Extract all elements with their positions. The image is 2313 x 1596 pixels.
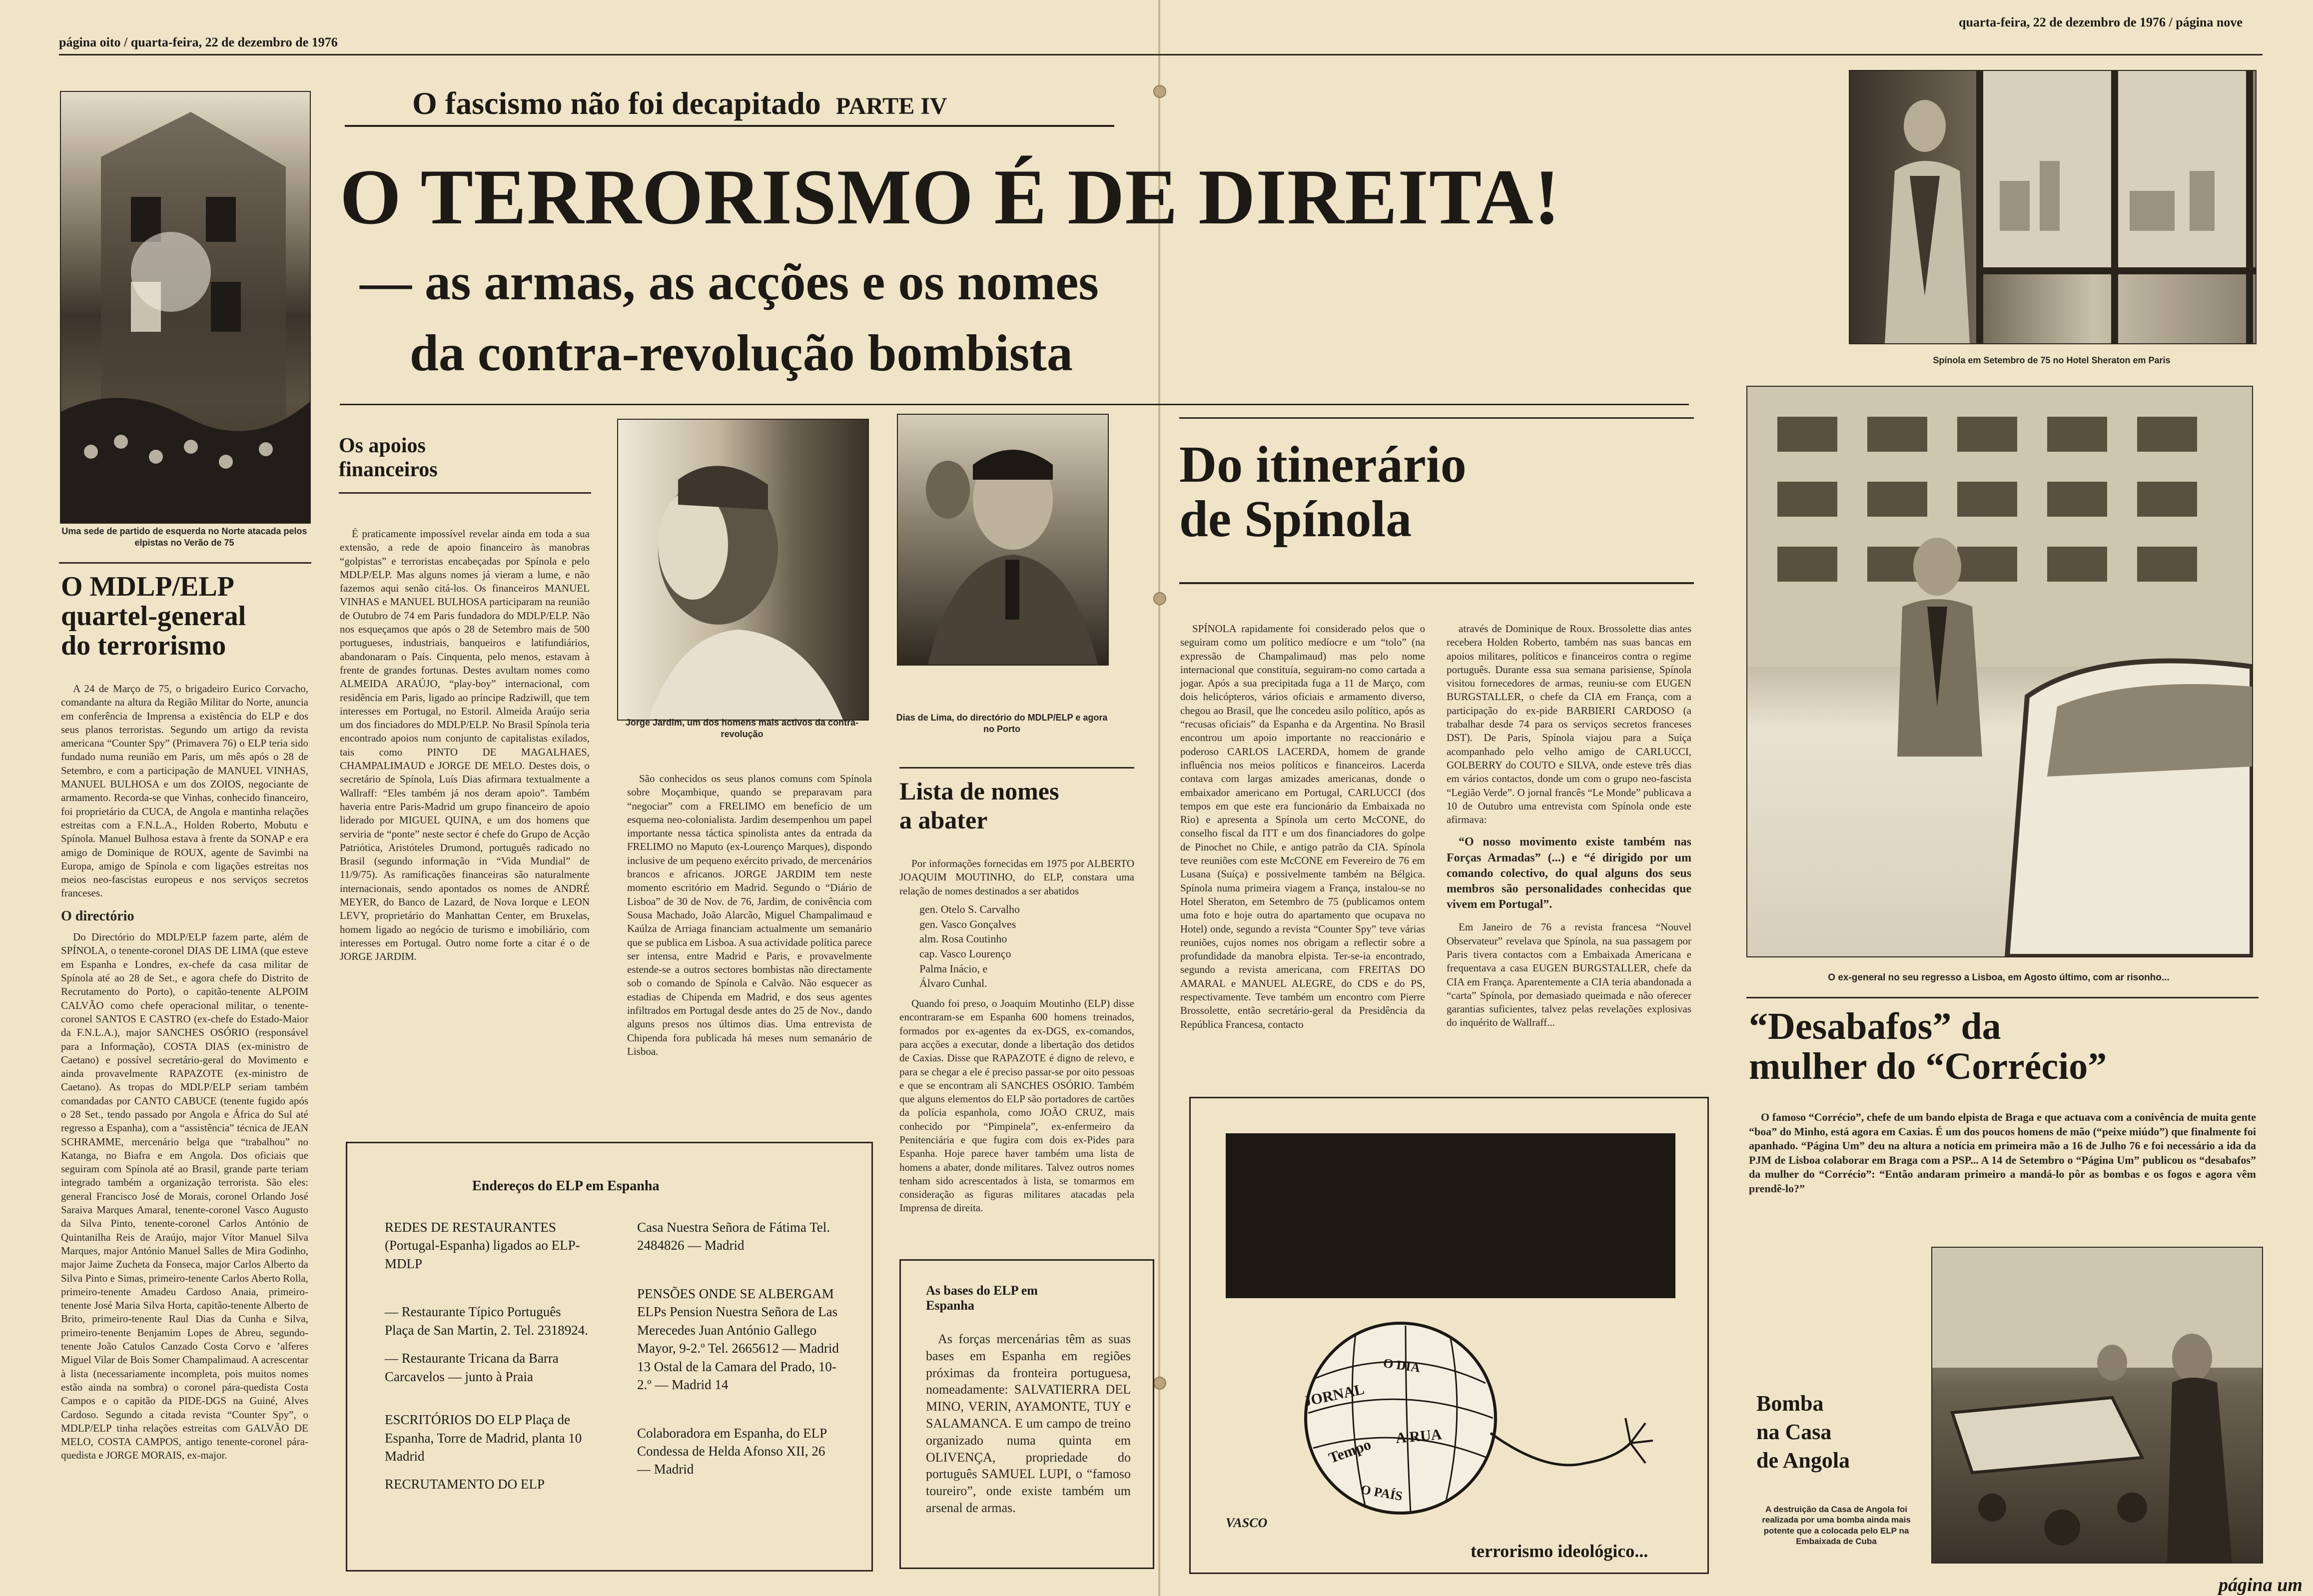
folio-bottom-right: página um [2219,1575,2303,1596]
address-entry: RECRUTAMENTO DO ELP [385,1477,545,1492]
photo-dias-de-lima [897,414,1109,666]
spinola-quote: “O nosso movimento existe também nas Forças Armadas” (...) e “é dirigido por um comando colectivo, do qual alguns dos seus membros são personalidades conhecidas que vivem em Portugal”. [1447,835,1691,911]
subheadline-1: — as armas, as acções e os nomes [360,253,1099,311]
itinerario-col2: através de Dominique de Roux. Brossolette dias antes recebera Holden Roberto, também nas suas bancas em apoios militares, políticos e financeiros contra o regime português. Durante essa sua semana parisiense, Spínola visitou fornecedores de armas, reuniu-se com EUGEN BURGSTALLER, o chefe da CIA em França, com a participação do ex-pide BARBIERI CARDOSO (a trabalhar desde 74 para os serviços secretos franceses DST). De Paris, Spínola viajou para a Suíça acompanhado pelo velho amigo de CARLUCCI, GOLBERRY do COUTO e SILVA, onde esteve três dias em vários contactos, donde um com o grupo neo-fascista “Legião Verde”. O jornal francês “Le Monde” publicava a 10 de Outubro uma entrevista com Spínola onde este afirmava: “O nosso movimento existe também nas Forças Armadas” (...) e “é dirigido por um comando colectivo, do qual alguns dos seus membros são personalidades conhecidas que vivem em Portugal”. Em Janeiro de 76 a revista francesa “Nouvel Observateur” revelava que Spínola, na sua passagem por Paris tivera contactos com a Embaixada Americana e frequentava a casa EUGEN BURGSTALLER, chefe da CIA em França. Aparentemente a CIA teria abandonada a “carta” Spínola, por demasiado queimada e não oferecer garantias suficientes, talvez pelas revelações explosivas do inquérito de Wallraff... [1447,623,1691,1029]
itinerario-title: Do itinerário de Spínola [1179,436,1467,548]
folio-right: quarta-feira, 22 de dezembro de 1976 / página nove [1959,15,2243,29]
rule [1179,582,1694,584]
photo-spinola-hotel [1849,70,2257,344]
caption-casa-angola: A destruição da Casa de Angola foi realizada por uma bomba ainda mais potente que a colocada pelo ELP na Embaixada de Cuba [1762,1505,1911,1546]
kill-list [919,902,1134,991]
itinerario-col1: SPÍNOLA rapidamente foi considerado pelos que o seguiram como um político medíocre e um “tolo” (na expressão de Champalimaud) mas pelo nome internacional que constituía, seguiram-no como cartada a jogar. Após a sua precipitada fuga a 11 de Março, com dois helicópteros, vários oficiais e armamento diverso, chegou ao Brasil, que lhe concedeu asilo político, após as “recusas oficiais” da Espanha e da Argentina. No Brasil encontrou um apoio importante no reaccionário e poderoso CARLOS LACERDA, homem de grande influência nos meios políticos e financeiros. Lacerda contava com largas amizades americanas, donde o embaixador americano em Portugal, CARLUCCI (dos tempos em que este era funcionário da Embaixada no Rio) e apresenta a Spínola um certo McCONE, do conselho fiscal da ITT e um dos financiadores do golpe de Pinochet no Chile, e antigo patrão da CIA. Spínola teve reuniões com este McCONE em Fevereiro de 76 em Lusana (Suíça) e possivelmente também na Bélgica. Spínola numa primeira viagem a França, instalou-se no Hotel Sheraton, em Setembro de 75 (publicamos ontem uma foto e hoje outra do apartamento que ocupava no Hotel) onde, segundo a revista “Counter Spy” teve várias reuniões, cujos nomes nos obrigam a reflectir sobre a profundidade da manobra elpista. Ter-se-ia encontrado, segundo a revista americana, com FREITAS DO AMARAL e MANUEL ALEGRE, do CDS e do PS, respectivamente. Teve também um encontro com Pierre Brossolette, então secretário-geral da Presidência da República Francesa, contacto [1180,623,1425,1030]
rule [1746,997,2259,998]
desabafos-article: O famoso “Corrécio”, chefe de um bando elpista de Braga e que actuava com a conivência de muita gente “boa” do Minho, está agora em Caxias. É um dos poucos homens de mão (“peixe miúdo”) que finalmente foi apanhado. “Página Um” deu na altura a notícia em primeira mão a 16 de Julho 76 e foi necessário a ida da PJM de Lisboa colaborar em Braga com a PSP... A 14 de Setembro o “Página Um” publicou os “desabafos” da mulher do “Corrécio”: “Então andaram primeiro a mandá-lo pôr as bombas e os fogos e agora vêm prendê-lo?” [1749,1111,2256,1195]
enderecos-right-column [637,1218,842,1479]
cartoon-caption: terrorismo ideológico... [1471,1541,1648,1561]
binding-hole [1153,1377,1166,1390]
address-entry: — Restaurante Típico Português Plaça de San Martin, 2. Tel. 2318924. [385,1304,589,1338]
lista-title: Lista de nomes a abater [899,777,1059,834]
address-entry: — Restaurante Tricana da Barra Carcavelos — junto à Praia [385,1351,559,1384]
list-item: cap. Vasco Lourenço [919,947,1011,960]
photo-casa-angola [1931,1247,2263,1564]
ball-word: O DIA [1382,1355,1422,1376]
photo-spinola-lisboa [1746,386,2253,957]
list-item: gen. Otelo S. Carvalho [919,902,1020,915]
photo-jorge-jardim [617,419,869,721]
cartoon-bomb-illustration [1206,1113,1695,1553]
bases-box [899,1259,1154,1569]
caption-spinola-lisboa: O ex-general no seu regresso a Lisboa, em Agosto último, com ar risonho... [1828,972,2170,983]
rule [339,492,591,494]
ball-word: A RUA [1395,1426,1443,1447]
rule [899,767,1134,769]
rule-headline [340,404,1689,405]
bomb-damage-illustration [1932,1248,2262,1563]
cartoon-box [1189,1097,1709,1574]
kicker-part: PARTE IV [835,93,947,119]
folio-left: página oito / quarta-feira, 22 de dezembro de 1976 [59,35,338,49]
kicker [412,85,947,122]
portrait-jardim [618,420,868,720]
enderecos-left-column [385,1218,590,1494]
address-entry: Casa Nuestra Señora de Fátima Tel. 2484826 — Madrid [637,1220,830,1253]
list-item: Palma Inácio, e [919,962,988,975]
caption-riot-photo: Uma sede de partido de esquerda no Norte atacada pelos elpistas no Verão de 75 [61,526,307,548]
mdlp-article: A 24 de Março de 75, o brigadeiro Eurico Corvacho, comandante na altura da Região Militar do Norte, anuncia em conferência de Imprensa a existência do ELP e dos seus planos terroristas. Segundo um artigo da revista americana “Counter Spy” (Primavera 76) o ELP teria sido fundado numa reunião em Paris, um mês após o 28 de Setembro, e com a participação de MANUEL VINHAS, MANUEL BULHOSA e um dos ZOIOS, negociante de armamento. Recorda-se que Vinhas, conhecido financeiro, foi proprietário da CUCA, de Angola e mantinha relações estreitas com a F.N.L.A., Holden Roberto, Mobutu e Spínola. Manuel Bulhosa estava à frente da SONAP e era amigo de Dominique de ROUX, agente de Savimbi na Europa, amigo de Spínola e com ligações estreitas nos meios neo-fascistas europeus e nos serviços secretos franceses. O directório Do Directório do MDLP/ELP fazem parte, além de SPÍNOLA, o tenente-coronel DIAS DE LIMA (que esteve em Espanha e Londres, ex-chefe da casa militar de Spínola até ao 28 de Set., e agora chefe do Distrito de Recrutamento do Porto), o capitão-tenente ALPOIM CALVÃO como chefe operacional militar, o tenente-coronel SANTOS E CASTRO (ex-chefe do Estado-Maior da F.N.L.A.), major SANCHES OSÓRIO (responsável para a Informação), COSTA DIAS (ex-ministro de Caetano) e possível secretário-geral do Movimento e ainda provavelmente RAPAZOTE (ex-ministro de Caetano). As tropas do MDLP/ELP seriam também comandadas por CANTO CABUCE (tenente fugido após o 28 Set., tendo passado por Angola e África do Sul até regresso a Espanha), com a “assistência” técnica de JEAN SCHRAMME, mercenário belga que “trabalhou” no Katanga, no Biafra e em Angola. Dos oficiais que seguiram com Spínola até ao Brasil, grande parte teriam integrado também a organização terrorista. São eles: general Francisco José de Morais, coronel Orlando José Saraiva Marques Amaral, tenente-coronel Vasco Augusto da Silva Pinto, tenente-coronel Carlos António de Quintanilha Reis de Araújo, major Vítor Manuel Silva Marques, major António Manuel Salles de Mira Godinho, major Jaime Zucheta da Fonseca, major Carlos Alberto da Silva Pinto e Simas, primeiro-tenente Carlos Aberto Rolla, primeiro-tenente Amadeu Cardoso Anaia, primeiro-tenente José Maria Silva Horta, capitão-tenente Alberto de Brito, primeiro-tenente Raul Dias da Cunha e Silva, primeiro-tenente Benjamim Lopes de Abreu, segundo-tenente João Catulos Canzado Costa Corvo e ’alferes Miguel Vilar de Bois Somer Champalimaud. A acrescentar à lista (necessariamente incompleta, pois muitos nomes estão ainda na sombra) o coronel pára-quedista Costa Campos e o capitão da PIDE-DGS na Guiné, Alves Cardoso. Segundo a citada revista “Counter Spy”, o MDLP/ELP tinha relações estreitas com GALVÃO DE MELO, COSTA CAMPOS, antigo tenente-coronel pára-quedista e JORGE MORAIS, ex-major. [61,683,308,1462]
kicker-text: O fascismo não foi decapitado [412,85,821,121]
list-item: alm. Rosa Coutinho [919,932,1007,945]
address-entry: PENSÕES ONDE SE ALBERGAM ELPs Pension Nuestra Señora de Las Merecedes Juan António Gallego Mayor, 9-2.º Tel. 2665612 — Madrid 13 Ostal de la Camara del Prado, 10-2.º — Madrid 14 [637,1286,839,1393]
rule-kicker [345,125,1114,127]
list-item: gen. Vasco Gonçalves [919,917,1016,930]
mdlp-subheading: O directório [61,908,134,924]
caption-jardim: Jorge Jardim, um dos homens mais activos da contra-revolução [625,718,859,739]
caption-spinola-hotel: Spínola em Setembro de 75 no Hotel Sheraton em Paris [1933,355,2171,365]
address-entry: REDES DE RESTAURANTES (Portugal-Espanha) ligados ao ELP-MDLP [385,1220,580,1271]
middle-article: São conhecidos os seus planos comuns com Spínola sobre Moçambique, quando se preparavam para “negociar” com a FRELIMO em benefício de um esquema neo-colonialista. Jardim desempenhou um papel importante nessa táctica spinolista antes da entrada da FRELIMO no Maputo (ex-Lourenço Marques), dispondo inclusive de um pequeno exército privado, de mercenários brancos e africanos. JORGE JARDIM tem neste momento escritório em Madrid. Segundo o “Diário de Lisboa” de 30 de Nov. de 76, Jardim, de conivência com Sousa Machado, João Alarcão, Miguel Champalimaud e Kaúlza de Arriaga financiam actualmente um semanário que se publica em Lisboa. A sua actividade política parece ser intensa, entre Madrid e Paris, e provavelmente estende-se a outros sectores bombistas não directamente sob o comando de Spínola e Calvão. Não esquecer as estadias de Chipenda em Madrid, e dos seus agentes infiltrados em Portugal desde antes do 25 de Nov., dando alguns presos nos últimos dias. Uma entrevista de Chipenda fora publicada há meses num semanário de Lisboa. [627,773,872,1057]
ball-word: Tempo [1326,1436,1374,1467]
apoios-article: É praticamente impossível revelar ainda em toda a sua extensão, a rede de apoio financeiro às manobras “golpistas” e terroristas encabeçadas por Spínola e pelo MDLP/ELP. Mas alguns nomes já vieram a lume, e não fazemos aqui senão citá-los. Os financeiros MANUEL VINHAS e MANUEL BULHOSA participaram na reunião de Outubro de 74 em Paris fundadora do MDLP/ELP. Não nos esqueçamos que após o 28 de Setembro mais de 500 portugueses, industriais, banqueiros e latifundiários, abandonaram o País. Cinquenta, pelo menos, estavam à frente de grandes fortunas. Destes avultam nomes como ALMEIDA ARAÚJO, “play-boy” internacional, com residência em Paris, ligado ao príncipe Radziwill, que tem interesses em Portugal, no Estoril. Almeida Araújo seria um dos finciadores do MDLP/ELP. No Brasil Spínola teria encontrado apoios num conjunto de capitalistas exilados, tais como PINTO DE MAGALHAES, CHAMPALIMAUD e JORGE DE MELO. Destes dois, o secretário de Spínola, Luís Dias afirmara textualmente a Wallraff: “Eles também já nos deram apoio”. Também haveria entre Paris-Madrid um grupo financeiro de apoio liderado por MIGUEL QUINA, e um dos homens que serviria de “ponte” neste sector é chefe do Grupo de Acção Patriótica, Aristóteles Drumond, português radicado no Brasil (segundo informação in “Vida Mundial” de 11/9/75). As ramificações financeiras são naturalmente internacionais, sendo apontados os nomes de ANDRÉ MEYER, do Banco de Lazard, de Nova Iorque e LEON LEVY, proprietário do Manhattan Center, em Bruxelas, homem ligado ao negócio de turismo e imobiliário, com interesses em Portugal. Outro nome forte a citar é o de JORGE JARDIM. [340,528,590,963]
rule [1179,417,1694,419]
photo-party-headquarters [60,91,311,524]
bases-article: As forças mercenárias têm as suas bases em Espanha em regiões próximas da fronteira portuguesa, nomeadamente: SALVATIERRA DEL MINO, VERIN, AYAMONTE, TUY e SALAMANCA. E um campo de treino organizado numa quinta em OLIVENÇA, propriedade do português SAMUEL LUPI, o “famoso toureiro”, onde existe também um arsenal de armas. [926,1332,1131,1515]
rule [59,562,311,564]
top-rule [59,54,2263,55]
ball-word: O PAÍS [1360,1482,1404,1504]
binding-hole [1153,85,1166,98]
bomba-title: Bomba na Casa de Angola [1756,1391,1850,1473]
address-entry: ESCRITÓRIOS DO ELP Plaça de Espanha, Torre de Madrid, planta 10 Madrid [385,1412,582,1464]
list-item: Álvaro Cunhal. [919,977,987,990]
ball-word: JORNAL [1302,1381,1366,1410]
desabafos-title: “Desabafos” da mulher do “Corrécio” [1749,1005,2107,1087]
portrait-dias [898,415,1108,665]
subheadline-2: da contra-revolução bombista [410,324,1073,382]
binding-hole [1153,592,1166,605]
caption-dias: Dias de Lima, do directório do MDLP/ELP e agora no Porto [896,713,1108,734]
bases-title: As bases do ELP em Espanha [926,1283,1038,1313]
cartoon-signature: VASCO [1226,1516,1268,1530]
enderecos-title: Endereços do ELP em Espanha [472,1178,660,1194]
apoios-title: Os apoios financeiros [339,434,438,482]
hotel-window-illustration [1850,71,2256,343]
mdlp-title: O MDLP/ELP quartel-general do terrorismo [61,571,246,661]
address-entry: Colaboradora em Espanha, do ELP Condessa de Helda Afonso XII, 26 — Madrid [637,1425,827,1477]
spinola-car-illustration [1747,387,2252,956]
lista-article: Por informações fornecidas em 1975 por ALBERTO JOAQUIM MOUTINHO, do ELP, constara uma relação de nomes destinados a ser abatidos gen. Otelo S. Carvalho gen. Vasco Gonçalves alm. Rosa Coutinho cap. Vasco Lourenço Palma Inácio, e Álvaro Cunhal. Quando foi preso, o Joaquim Moutinho (ELP) disse encontraram-se em Espanha 600 homens treinados, formados por ex-agentes da ex-DGS, ex-comandos, para acções a executar, donde a libertação dos detidos de Caxias. Disse que RAPAZOTE é digno de relevo, e para se chegar a ele é preciso passar-se por oito pessoas e que se encontram ali SANCHES OSÓRIO. Também que alguns elementos do ELP são portadores de cartões da polícia espanhola, como JOÃO CRUZ, mais conhecido por “Pimpinela”, ex-enfermeiro da Penitenciária e que fugira com dois ex-Pides para Espanha. Hoje parece haver também uma lista de homens a abater, donde militares. Talvez outros nomes tenham sido acrescentados à lista, se tomarmos em consideração as figuras militares atacadas pela Imprensa de direita. [899,857,1134,1214]
riot-photo-illustration [61,92,310,523]
headline: O TERRORISMO É DE DIREITA! [340,153,1561,241]
enderecos-box [346,1142,873,1572]
